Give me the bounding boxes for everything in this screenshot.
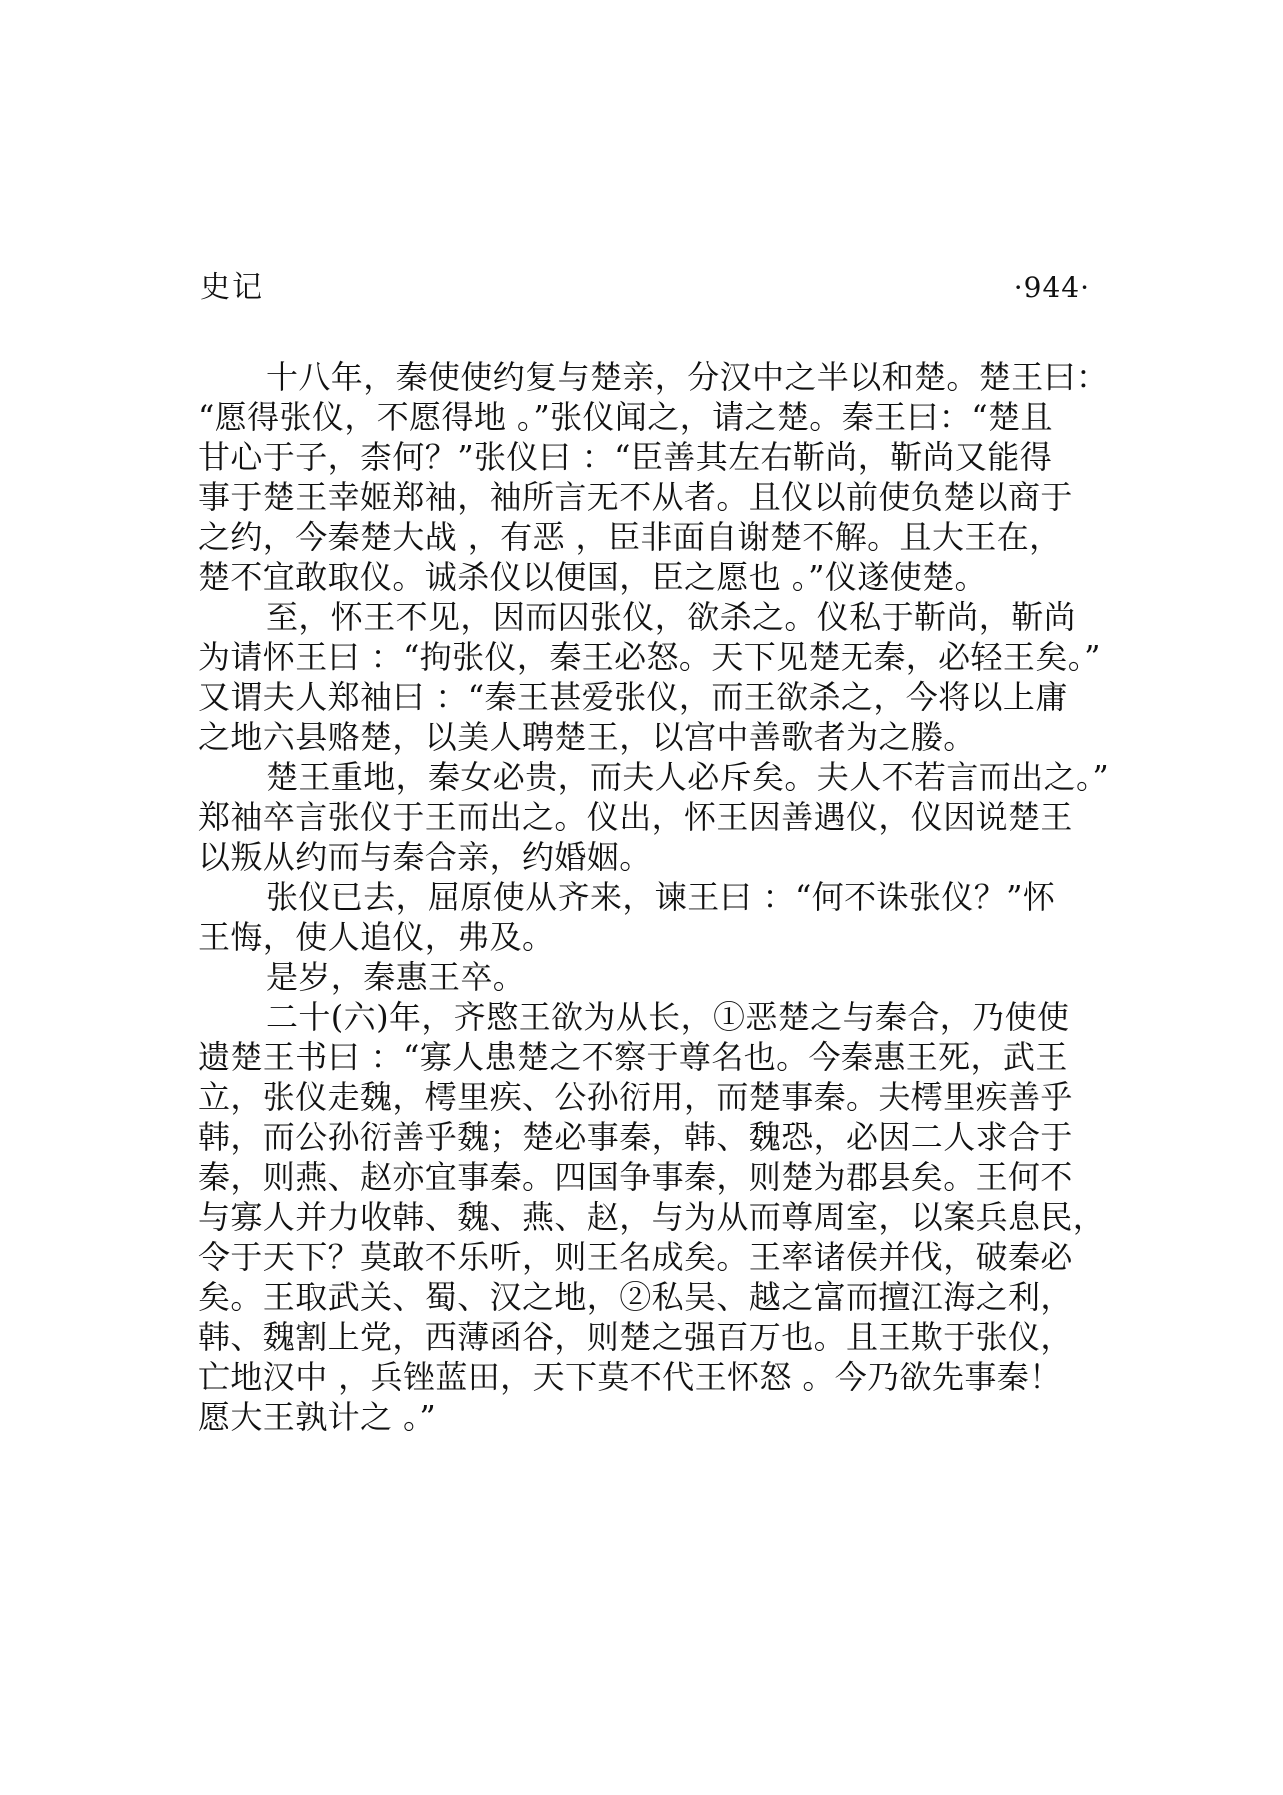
text-line: 事于楚王幸姬郑袖，袖所言无不从者。且仪以前使负楚以商于	[198, 478, 1073, 516]
text-line: 韩，而公孙衍善乎魏；楚必事秦，韩、魏恐，必因二人求合于	[198, 1118, 1073, 1156]
text-line: 立，张仪走魏，樗里疾、公孙衍用，而楚事秦。夫樗里疾善乎	[198, 1078, 1073, 1116]
book-title: 史记	[200, 270, 264, 305]
text-line: 矣。王取武关、蜀、汉之地，②私吴、越之富而擅江海之利，	[198, 1278, 1073, 1316]
text-line: 愿大王孰计之 。”	[198, 1398, 437, 1436]
text-line: 张仪已去，屈原使从齐来，谏王曰 ：“何不诛张仪？”怀	[266, 878, 1056, 916]
page-header	[200, 268, 1090, 308]
text-line: 与寡人并力收韩、魏、燕、赵，与为从而尊周室，以案兵息民，	[198, 1198, 1106, 1236]
text-line: 以叛从约而与秦合亲，约婚姻。	[198, 838, 652, 876]
text-line: “愿得张仪，不愿得地 。”张仪闻之，请之楚。秦王曰：“楚且	[198, 398, 1053, 436]
text-line: 又谓夫人郑袖曰 ：“秦王甚爱张仪，而王欲杀之，今将以上庸	[198, 678, 1068, 716]
text-line: 遗楚王书曰 ：“寡人患楚之不察于尊名也。今秦惠王死，武王	[198, 1038, 1068, 1076]
text-line: 楚王重地，秦女必贵，而夫人必斥矣。夫人不若言而出之。”	[266, 758, 1110, 796]
text-line: 之地六县赂楚，以美人聘楚王，以宫中善歌者为之媵。	[198, 718, 976, 756]
text-line: 亡地汉中 ，兵锉蓝田，天下莫不代王怀怒 。今乃欲先事秦！	[198, 1358, 1062, 1396]
text-line: 为请怀王曰 ：“拘张仪，秦王必怒。天下见楚无秦，必轻王矣。”	[198, 638, 1101, 676]
page-number: ·944·	[1013, 271, 1090, 304]
text-line: 楚不宜敢取仪。诚杀仪以便国，臣之愿也 。”仪遂使楚。	[198, 558, 987, 596]
text-line: 郑袖卒言张仪于王而出之。仪出，怀王因善遇仪，仪因说楚王	[198, 798, 1073, 836]
text-line: 甘心于子，柰何？”张仪曰 ：“臣善其左右靳尚，靳尚又能得	[198, 438, 1053, 476]
text-line: 秦，则燕、赵亦宜事秦。四国争事秦，则楚为郡县矣。王何不	[198, 1158, 1073, 1196]
text-line: 十八年，秦使使约复与楚亲，分汉中之半以和楚。楚王曰：	[266, 358, 1109, 396]
text-line: 至，怀王不见，因而囚张仪，欲杀之。仪私于靳尚，靳尚	[266, 598, 1077, 636]
body-text	[198, 357, 1110, 1437]
text-line: 令于天下？莫敢不乐听，则王名成矣。王率诸侯并伐，破秦必	[198, 1238, 1073, 1276]
text-line: 是岁，秦惠王卒。	[266, 958, 526, 996]
text-line: 王悔，使人追仪，弗及。	[198, 918, 555, 956]
text-line: 韩、魏割上党，西薄函谷，则楚之强百万也。且王欺于张仪，	[198, 1318, 1073, 1356]
text-line: 之约，今秦楚大战 ，有恶 ，臣非面自谢楚不解。且大王在，	[198, 518, 1062, 556]
text-line: 二十(六)年，齐愍王欲为从长，①恶楚之与秦合，乃使使	[266, 998, 1070, 1036]
